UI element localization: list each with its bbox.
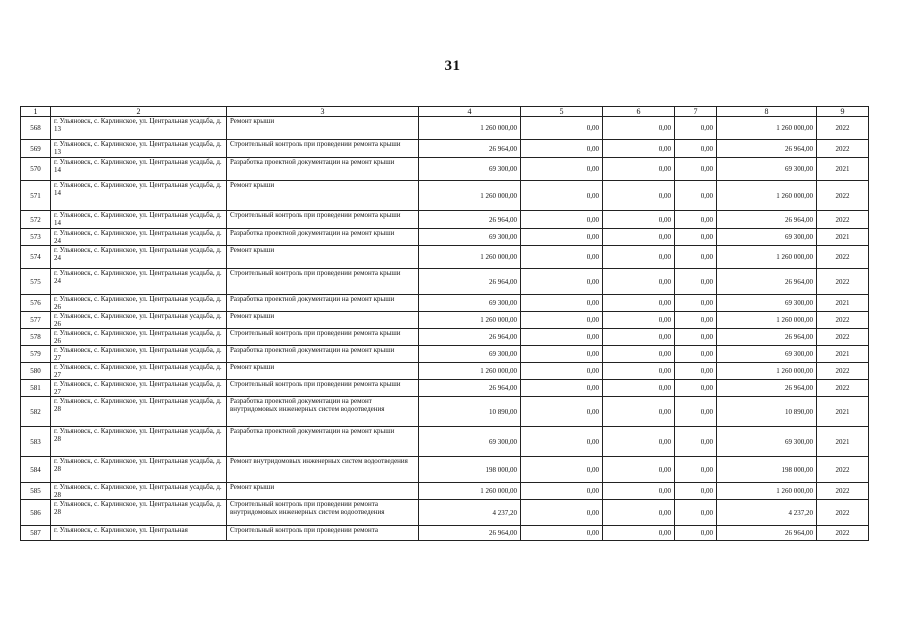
address-cell: г. Ульяновск, с. Карлинское, ул. Центральная усадьба, д. 26 (51, 295, 227, 312)
total-cost-cell: 26 964,00 (419, 380, 521, 397)
total-cost-cell: 69 300,00 (419, 346, 521, 363)
address-cell: г. Ульяновск, с. Карлинское, ул. Центральная усадьба, д. 27 (51, 346, 227, 363)
total-cost-cell: 1 260 000,00 (419, 246, 521, 269)
column-7-cell: 0,00 (675, 181, 717, 211)
column-8-cell: 4 237,20 (717, 500, 817, 526)
column-8-cell: 10 890,00 (717, 397, 817, 427)
row-number-cell: 571 (21, 181, 51, 211)
table-row (21, 269, 869, 295)
column-5-cell: 0,00 (521, 246, 603, 269)
row-number-cell: 574 (21, 246, 51, 269)
column-5-cell: 0,00 (521, 158, 603, 181)
total-cost-cell: 69 300,00 (419, 158, 521, 181)
year-cell: 2021 (817, 229, 869, 246)
work-type-cell: Ремонт крыши (227, 181, 419, 211)
row-number-cell: 570 (21, 158, 51, 181)
row-number-cell: 575 (21, 269, 51, 295)
work-type-cell: Строительный контроль при проведении ремонта крыши (227, 140, 419, 158)
row-number-cell: 569 (21, 140, 51, 158)
table-row (21, 117, 869, 140)
table-row (21, 363, 869, 380)
total-cost-cell: 1 260 000,00 (419, 363, 521, 380)
column-5-cell: 0,00 (521, 483, 603, 500)
table-row (21, 427, 869, 457)
year-cell: 2022 (817, 140, 869, 158)
work-type-cell: Строительный контроль при проведении ремонта крыши (227, 380, 419, 397)
year-cell: 2021 (817, 295, 869, 312)
row-number-cell: 583 (21, 427, 51, 457)
total-cost-cell: 4 237,20 (419, 500, 521, 526)
table-row (21, 483, 869, 500)
table-row (21, 380, 869, 397)
column-header: 7 (675, 107, 717, 117)
column-6-cell: 0,00 (603, 329, 675, 346)
year-cell: 2021 (817, 427, 869, 457)
column-7-cell: 0,00 (675, 380, 717, 397)
total-cost-cell: 10 890,00 (419, 397, 521, 427)
address-cell: г. Ульяновск, с. Карлинское, ул. Центральная усадьба, д. 13 (51, 117, 227, 140)
address-cell: г. Ульяновск, с. Карлинское, ул. Центральная усадьба, д. 24 (51, 269, 227, 295)
table-row (21, 526, 869, 541)
page-number: 31 (444, 58, 461, 74)
column-5-cell: 0,00 (521, 427, 603, 457)
address-cell: г. Ульяновск, с. Карлинское, ул. Центральная усадьба, д. 26 (51, 329, 227, 346)
table-row (21, 329, 869, 346)
column-header: 5 (521, 107, 603, 117)
column-6-cell: 0,00 (603, 312, 675, 329)
column-5-cell: 0,00 (521, 229, 603, 246)
column-6-cell: 0,00 (603, 526, 675, 541)
column-8-cell: 26 964,00 (717, 211, 817, 229)
column-6-cell: 0,00 (603, 181, 675, 211)
column-6-cell: 0,00 (603, 380, 675, 397)
column-7-cell: 0,00 (675, 526, 717, 541)
year-cell: 2022 (817, 117, 869, 140)
column-8-cell: 69 300,00 (717, 346, 817, 363)
year-cell: 2022 (817, 500, 869, 526)
year-cell: 2021 (817, 346, 869, 363)
table-row (21, 312, 869, 329)
column-6-cell: 0,00 (603, 295, 675, 312)
header-row (21, 107, 869, 117)
column-6-cell: 0,00 (603, 158, 675, 181)
work-type-cell: Разработка проектной документации на ремонт крыши (227, 295, 419, 312)
column-7-cell: 0,00 (675, 346, 717, 363)
column-7-cell: 0,00 (675, 158, 717, 181)
work-type-cell: Строительный контроль при проведении ремонта крыши (227, 269, 419, 295)
total-cost-cell: 1 260 000,00 (419, 181, 521, 211)
column-7-cell: 0,00 (675, 312, 717, 329)
year-cell: 2022 (817, 181, 869, 211)
row-number-cell: 579 (21, 346, 51, 363)
work-type-cell: Разработка проектной документации на ремонт крыши (227, 427, 419, 457)
table-row (21, 140, 869, 158)
column-6-cell: 0,00 (603, 269, 675, 295)
work-type-cell: Ремонт крыши (227, 117, 419, 140)
column-8-cell: 1 260 000,00 (717, 181, 817, 211)
column-8-cell: 1 260 000,00 (717, 483, 817, 500)
table-row (21, 457, 869, 483)
work-type-cell: Ремонт крыши (227, 312, 419, 329)
column-5-cell: 0,00 (521, 346, 603, 363)
row-number-cell: 585 (21, 483, 51, 500)
table-body (21, 107, 869, 541)
address-cell: г. Ульяновск, с. Карлинское, ул. Центральная усадьба, д. 13 (51, 140, 227, 158)
table-row (21, 229, 869, 246)
work-type-cell: Разработка проектной документации на ремонт крыши (227, 346, 419, 363)
work-type-cell: Строительный контроль при проведении ремонта внутридомовых инженерных систем водоотведения (227, 500, 419, 526)
column-5-cell: 0,00 (521, 526, 603, 541)
year-cell: 2022 (817, 363, 869, 380)
work-type-cell: Ремонт внутридомовых инженерных систем водоотведения (227, 457, 419, 483)
row-number-cell: 572 (21, 211, 51, 229)
table-row (21, 158, 869, 181)
address-cell: г. Ульяновск, с. Карлинское, ул. Центральная усадьба, д. 28 (51, 483, 227, 500)
column-7-cell: 0,00 (675, 329, 717, 346)
column-5-cell: 0,00 (521, 140, 603, 158)
table-row (21, 346, 869, 363)
column-5-cell: 0,00 (521, 295, 603, 312)
column-7-cell: 0,00 (675, 117, 717, 140)
capital-repair-table (20, 106, 869, 541)
work-type-cell: Разработка проектной документации на ремонт крыши (227, 229, 419, 246)
column-5-cell: 0,00 (521, 117, 603, 140)
column-7-cell: 0,00 (675, 397, 717, 427)
column-5-cell: 0,00 (521, 380, 603, 397)
work-type-cell: Ремонт крыши (227, 483, 419, 500)
column-7-cell: 0,00 (675, 295, 717, 312)
column-header: 8 (717, 107, 817, 117)
column-6-cell: 0,00 (603, 427, 675, 457)
column-6-cell: 0,00 (603, 500, 675, 526)
column-8-cell: 26 964,00 (717, 140, 817, 158)
column-8-cell: 69 300,00 (717, 427, 817, 457)
total-cost-cell: 26 964,00 (419, 140, 521, 158)
work-type-cell: Строительный контроль при проведении ремонта (227, 526, 419, 541)
column-5-cell: 0,00 (521, 397, 603, 427)
table-row (21, 397, 869, 427)
column-7-cell: 0,00 (675, 140, 717, 158)
column-6-cell: 0,00 (603, 117, 675, 140)
total-cost-cell: 26 964,00 (419, 526, 521, 541)
total-cost-cell: 26 964,00 (419, 269, 521, 295)
work-type-cell: Ремонт крыши (227, 246, 419, 269)
row-number-cell: 576 (21, 295, 51, 312)
column-header: 2 (51, 107, 227, 117)
row-number-cell: 586 (21, 500, 51, 526)
address-cell: г. Ульяновск, с. Карлинское, ул. Центральная усадьба, д. 26 (51, 312, 227, 329)
address-cell: г. Ульяновск, с. Карлинское, ул. Центральная усадьба, д. 28 (51, 397, 227, 427)
column-header: 1 (21, 107, 51, 117)
year-cell: 2022 (817, 269, 869, 295)
column-7-cell: 0,00 (675, 457, 717, 483)
row-number-cell: 582 (21, 397, 51, 427)
table-row (21, 295, 869, 312)
column-6-cell: 0,00 (603, 346, 675, 363)
row-number-cell: 577 (21, 312, 51, 329)
address-cell: г. Ульяновск, с. Карлинское, ул. Центральная усадьба, д. 14 (51, 211, 227, 229)
column-8-cell: 26 964,00 (717, 380, 817, 397)
column-6-cell: 0,00 (603, 483, 675, 500)
column-header: 4 (419, 107, 521, 117)
table-row (21, 181, 869, 211)
row-number-cell: 584 (21, 457, 51, 483)
column-8-cell: 198 000,00 (717, 457, 817, 483)
year-cell: 2021 (817, 158, 869, 181)
address-cell: г. Ульяновск, с. Карлинское, ул. Центральная (51, 526, 227, 541)
column-5-cell: 0,00 (521, 181, 603, 211)
table-row (21, 500, 869, 526)
column-5-cell: 0,00 (521, 329, 603, 346)
total-cost-cell: 1 260 000,00 (419, 483, 521, 500)
column-6-cell: 0,00 (603, 397, 675, 427)
work-type-cell: Строительный контроль при проведении ремонта крыши (227, 329, 419, 346)
column-5-cell: 0,00 (521, 269, 603, 295)
total-cost-cell: 69 300,00 (419, 295, 521, 312)
year-cell: 2022 (817, 526, 869, 541)
address-cell: г. Ульяновск, с. Карлинское, ул. Центральная усадьба, д. 24 (51, 229, 227, 246)
column-7-cell: 0,00 (675, 229, 717, 246)
column-8-cell: 1 260 000,00 (717, 246, 817, 269)
column-header: 6 (603, 107, 675, 117)
work-type-cell: Строительный контроль при проведении ремонта крыши (227, 211, 419, 229)
column-6-cell: 0,00 (603, 140, 675, 158)
column-7-cell: 0,00 (675, 211, 717, 229)
total-cost-cell: 26 964,00 (419, 329, 521, 346)
work-type-cell: Разработка проектной документации на ремонт крыши (227, 158, 419, 181)
total-cost-cell: 198 000,00 (419, 457, 521, 483)
year-cell: 2022 (817, 329, 869, 346)
column-8-cell: 69 300,00 (717, 158, 817, 181)
total-cost-cell: 1 260 000,00 (419, 117, 521, 140)
year-cell: 2022 (817, 457, 869, 483)
column-5-cell: 0,00 (521, 312, 603, 329)
row-number-cell: 578 (21, 329, 51, 346)
column-8-cell: 69 300,00 (717, 295, 817, 312)
column-8-cell: 26 964,00 (717, 526, 817, 541)
address-cell: г. Ульяновск, с. Карлинское, ул. Центральная усадьба, д. 14 (51, 181, 227, 211)
row-number-cell: 568 (21, 117, 51, 140)
year-cell: 2022 (817, 246, 869, 269)
column-6-cell: 0,00 (603, 229, 675, 246)
column-7-cell: 0,00 (675, 363, 717, 380)
work-type-cell: Ремонт крыши (227, 363, 419, 380)
column-7-cell: 0,00 (675, 246, 717, 269)
address-cell: г. Ульяновск, с. Карлинское, ул. Центральная усадьба, д. 14 (51, 158, 227, 181)
work-type-cell: Разработка проектной документации на ремонт внутридомовых инженерных систем водоотведения (227, 397, 419, 427)
row-number-cell: 573 (21, 229, 51, 246)
year-cell: 2022 (817, 211, 869, 229)
column-7-cell: 0,00 (675, 269, 717, 295)
column-6-cell: 0,00 (603, 246, 675, 269)
column-6-cell: 0,00 (603, 457, 675, 483)
year-cell: 2022 (817, 380, 869, 397)
address-cell: г. Ульяновск, с. Карлинское, ул. Центральная усадьба, д. 28 (51, 427, 227, 457)
year-cell: 2021 (817, 397, 869, 427)
column-8-cell: 1 260 000,00 (717, 363, 817, 380)
row-number-cell: 587 (21, 526, 51, 541)
address-cell: г. Ульяновск, с. Карлинское, ул. Центральная усадьба, д. 28 (51, 500, 227, 526)
column-8-cell: 26 964,00 (717, 269, 817, 295)
column-6-cell: 0,00 (603, 363, 675, 380)
total-cost-cell: 69 300,00 (419, 229, 521, 246)
row-number-cell: 581 (21, 380, 51, 397)
column-7-cell: 0,00 (675, 483, 717, 500)
column-header: 9 (817, 107, 869, 117)
address-cell: г. Ульяновск, с. Карлинское, ул. Центральная усадьба, д. 28 (51, 457, 227, 483)
address-cell: г. Ульяновск, с. Карлинское, ул. Центральная усадьба, д. 27 (51, 363, 227, 380)
table-row (21, 246, 869, 269)
column-5-cell: 0,00 (521, 457, 603, 483)
address-cell: г. Ульяновск, с. Карлинское, ул. Центральная усадьба, д. 27 (51, 380, 227, 397)
total-cost-cell: 69 300,00 (419, 427, 521, 457)
address-cell: г. Ульяновск, с. Карлинское, ул. Центральная усадьба, д. 24 (51, 246, 227, 269)
column-header: 3 (227, 107, 419, 117)
column-5-cell: 0,00 (521, 211, 603, 229)
column-5-cell: 0,00 (521, 500, 603, 526)
total-cost-cell: 1 260 000,00 (419, 312, 521, 329)
column-6-cell: 0,00 (603, 211, 675, 229)
column-8-cell: 69 300,00 (717, 229, 817, 246)
year-cell: 2022 (817, 483, 869, 500)
column-5-cell: 0,00 (521, 363, 603, 380)
column-7-cell: 0,00 (675, 500, 717, 526)
column-8-cell: 1 260 000,00 (717, 117, 817, 140)
row-number-cell: 580 (21, 363, 51, 380)
total-cost-cell: 26 964,00 (419, 211, 521, 229)
column-8-cell: 1 260 000,00 (717, 312, 817, 329)
year-cell: 2022 (817, 312, 869, 329)
column-8-cell: 26 964,00 (717, 329, 817, 346)
table-row (21, 211, 869, 229)
column-7-cell: 0,00 (675, 427, 717, 457)
